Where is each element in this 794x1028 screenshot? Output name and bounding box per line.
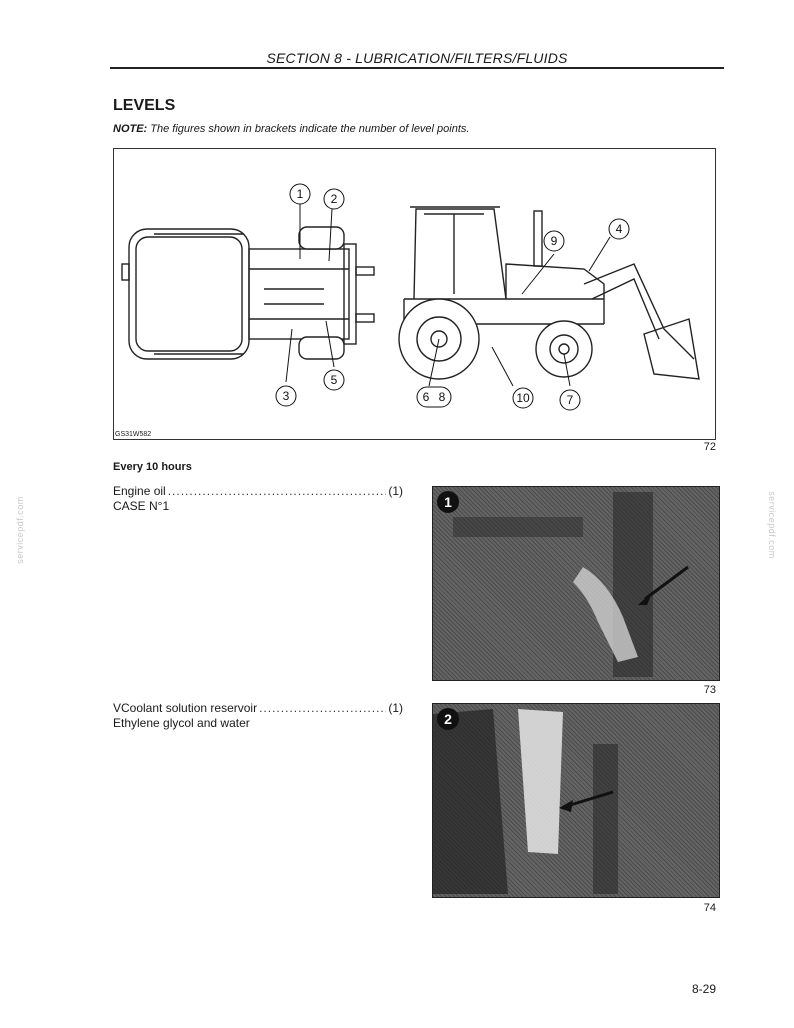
item-label: VCoolant solution reservoir [113, 701, 258, 715]
note-label: NOTE: [113, 123, 148, 135]
dot-leader [168, 484, 387, 499]
photo-coolant-reservoir [432, 703, 720, 898]
callout-7: 7 [566, 393, 574, 407]
header-rule [110, 67, 724, 69]
callout-5: 5 [330, 373, 338, 387]
engine-photo-illustration [433, 487, 719, 680]
callout-4: 4 [615, 222, 623, 236]
item-count: (1) [388, 701, 403, 715]
photo-badge-2: 2 [437, 708, 459, 730]
callout-10: 10 [516, 391, 530, 405]
figure-72-number: 72 [703, 441, 716, 453]
figure-73-number: 73 [703, 684, 716, 696]
reservoir-photo-illustration [433, 704, 719, 897]
photo-engine-oil [432, 486, 720, 681]
machine-diagram [114, 149, 715, 439]
callout-1: 1 [296, 187, 304, 201]
item-sub: CASE N°1 [113, 499, 170, 513]
interval-heading: Every 10 hours [113, 461, 192, 473]
photo-badge-1: 1 [437, 491, 459, 513]
figure-72-code: GS31W582 [115, 431, 152, 438]
callout-2: 2 [330, 192, 338, 206]
levels-heading: LEVELS [113, 97, 176, 114]
note-text [113, 123, 469, 135]
item-count: (1) [388, 484, 403, 498]
callout-9: 9 [550, 234, 558, 248]
callout-6: 6 [422, 390, 430, 404]
item-sub: Ethylene glycol and water [113, 716, 250, 730]
figure-74-number: 74 [703, 902, 716, 914]
callout-8: 8 [438, 390, 446, 404]
watermark-left: servicepdf.com [15, 496, 25, 564]
figure-72-frame [113, 148, 716, 440]
section-header-title: SECTION 8 - LUBRICATION/FILTERS/FLUIDS [266, 50, 568, 66]
item-label: Engine oil [113, 484, 166, 498]
note-body: The figures shown in brackets indicate the number of level points. [147, 123, 470, 135]
item-coolant [113, 701, 403, 731]
dot-leader [259, 701, 386, 716]
item-engine-oil [113, 484, 403, 514]
watermark-right: servicepdf.com [767, 491, 777, 559]
callout-3: 3 [282, 389, 290, 403]
top-view-tractor [122, 227, 374, 359]
page-number: 8-29 [691, 982, 716, 996]
